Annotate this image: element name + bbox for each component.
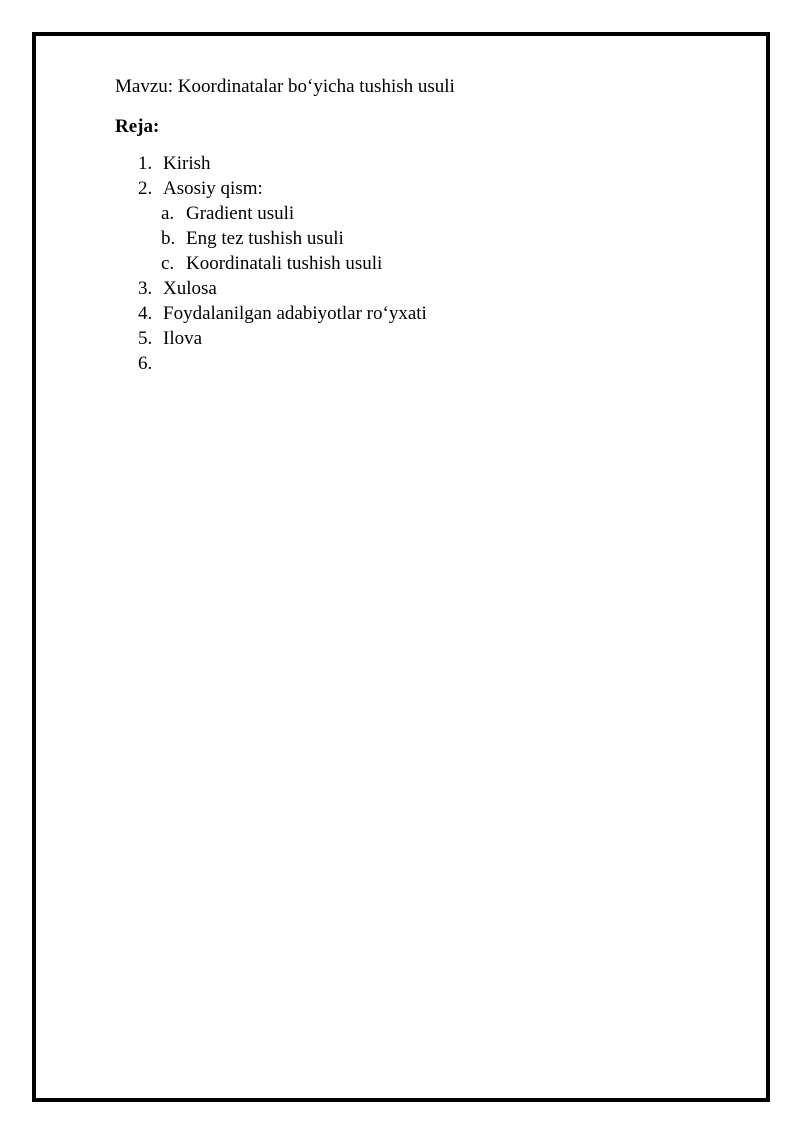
outline-subitem-letter: c. xyxy=(161,253,175,274)
outline-subitem-letter: b. xyxy=(161,228,176,249)
outline-item-text: Xulosa xyxy=(163,278,217,299)
outline-item-text: Asosiy qism: xyxy=(163,178,263,199)
outline-item-number: 1. xyxy=(138,153,153,174)
document-topic: Mavzu: Koordinatalar bo‘yicha tushish usuli xyxy=(115,76,455,97)
outline-item-number: 4. xyxy=(138,303,153,324)
outline-item-text: Ilova xyxy=(163,328,203,349)
outline-item-number: 5. xyxy=(138,328,153,349)
outline-subitem-text: Eng tez tushish usuli xyxy=(186,228,344,249)
outline-item-number: 6. xyxy=(138,353,153,374)
outline-item-text: Kirish xyxy=(163,153,211,174)
outline-subitem-letter: a. xyxy=(161,203,175,224)
outline-subitem-text: Koordinatali tushish usuli xyxy=(186,253,383,274)
outline-item-text: Foydalanilgan adabiyotlar ro‘yxati xyxy=(163,303,427,324)
outline-item-number: 3. xyxy=(138,278,153,299)
outline-subitem-text: Gradient usuli xyxy=(186,203,295,224)
outline-item-number: 2. xyxy=(138,178,153,199)
plan-heading: Reja: xyxy=(115,116,160,137)
